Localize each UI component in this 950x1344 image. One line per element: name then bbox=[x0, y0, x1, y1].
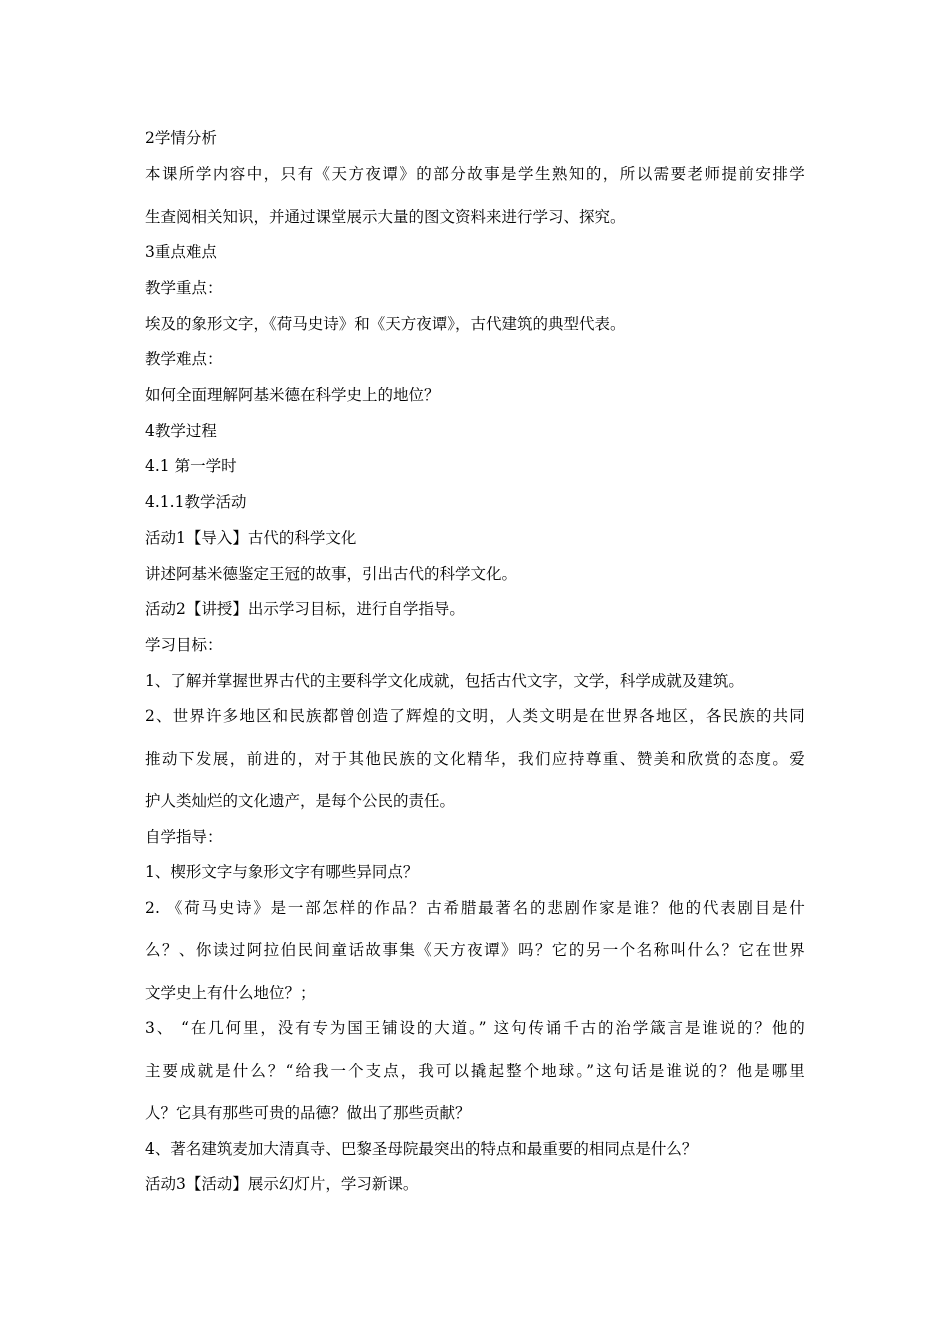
subheading-first-period: 4.1 第一学时 bbox=[145, 457, 237, 475]
section-heading-teaching-process: 4教学过程 bbox=[145, 422, 217, 440]
paragraph-line: 如何全面理解阿基米德在科学史上的地位？ bbox=[145, 386, 440, 404]
paragraph-line: 文学史上有什么地位？； bbox=[145, 984, 316, 1002]
section-heading-key-points: 3重点难点 bbox=[145, 243, 217, 261]
paragraph-line: 么？、你读过阿拉伯民间童话故事集《天方夜谭》吗？它的另一个名称叫什么？它在世界 bbox=[145, 941, 805, 959]
paragraph-line: 本课所学内容中，只有《天方夜谭》的部分故事是学生熟知的，所以需要老师提前安排学 bbox=[145, 165, 805, 183]
list-item-question-1: 1、楔形文字与象形文字有哪些异同点？ bbox=[145, 863, 419, 881]
paragraph-line: 生查阅相关知识，并通过课堂展示大量的图文资料来进行学习、探究。 bbox=[145, 208, 626, 226]
activity-1-heading: 活动1【导入】古代的科学文化 bbox=[145, 529, 357, 547]
list-item-question-2: 2. 《荷马史诗》是一部怎样的作品？古希腊最著名的悲剧作家是谁？他的代表剧目是什 bbox=[145, 899, 805, 917]
subheading-teaching-difficulty: 教学难点： bbox=[145, 350, 223, 368]
section-heading-learning-analysis: 2学情分析 bbox=[145, 129, 217, 147]
subheading-learning-goals: 学习目标： bbox=[145, 636, 223, 654]
subheading-teaching-focus: 教学重点： bbox=[145, 279, 223, 297]
paragraph-line: 埃及的象形文字，《荷马史诗》和《天方夜谭》，古代建筑的典型代表。 bbox=[145, 315, 626, 333]
paragraph-line: 护人类灿烂的文化遗产，是每个公民的责任。 bbox=[145, 792, 456, 810]
paragraph-line: 讲述阿基米德鉴定王冠的故事，引出古代的科学文化。 bbox=[145, 565, 518, 583]
subheading-teaching-activities: 4.1.1教学活动 bbox=[145, 493, 247, 511]
subheading-self-study-guide: 自学指导： bbox=[145, 828, 223, 846]
list-item-question-4: 4、著名建筑麦加大清真寺、巴黎圣母院最突出的特点和最重要的相同点是什么？ bbox=[145, 1140, 698, 1158]
paragraph-line: 人？它具有那些可贵的品德？做出了那些贡献？ bbox=[145, 1104, 471, 1122]
list-item-question-3: 3、 “在几何里，没有专为国王铺设的大道。” 这句传诵千古的治学箴言是谁说的？他的 bbox=[145, 1019, 805, 1037]
list-item-goal-2: 2、世界许多地区和民族都曾创造了辉煌的文明，人类文明是在世界各地区，各民族的共同 bbox=[145, 707, 805, 725]
list-item-goal-1: 1、了解并掌握世界古代的主要科学文化成就，包括古代文字，文学，科学成就及建筑。 bbox=[145, 672, 744, 690]
activity-3-heading: 活动3【活动】展示幻灯片，学习新课。 bbox=[145, 1175, 419, 1193]
activity-2-heading: 活动2【讲授】出示学习目标，进行自学指导。 bbox=[145, 600, 465, 618]
paragraph-line: 主要成就是什么？“给我一个支点，我可以撬起整个地球。”这句话是谁说的？他是哪里 bbox=[145, 1062, 805, 1080]
paragraph-line: 推动下发展，前进的，对于其他民族的文化精华，我们应持尊重、赞美和欣赏的态度。爱 bbox=[145, 750, 805, 768]
